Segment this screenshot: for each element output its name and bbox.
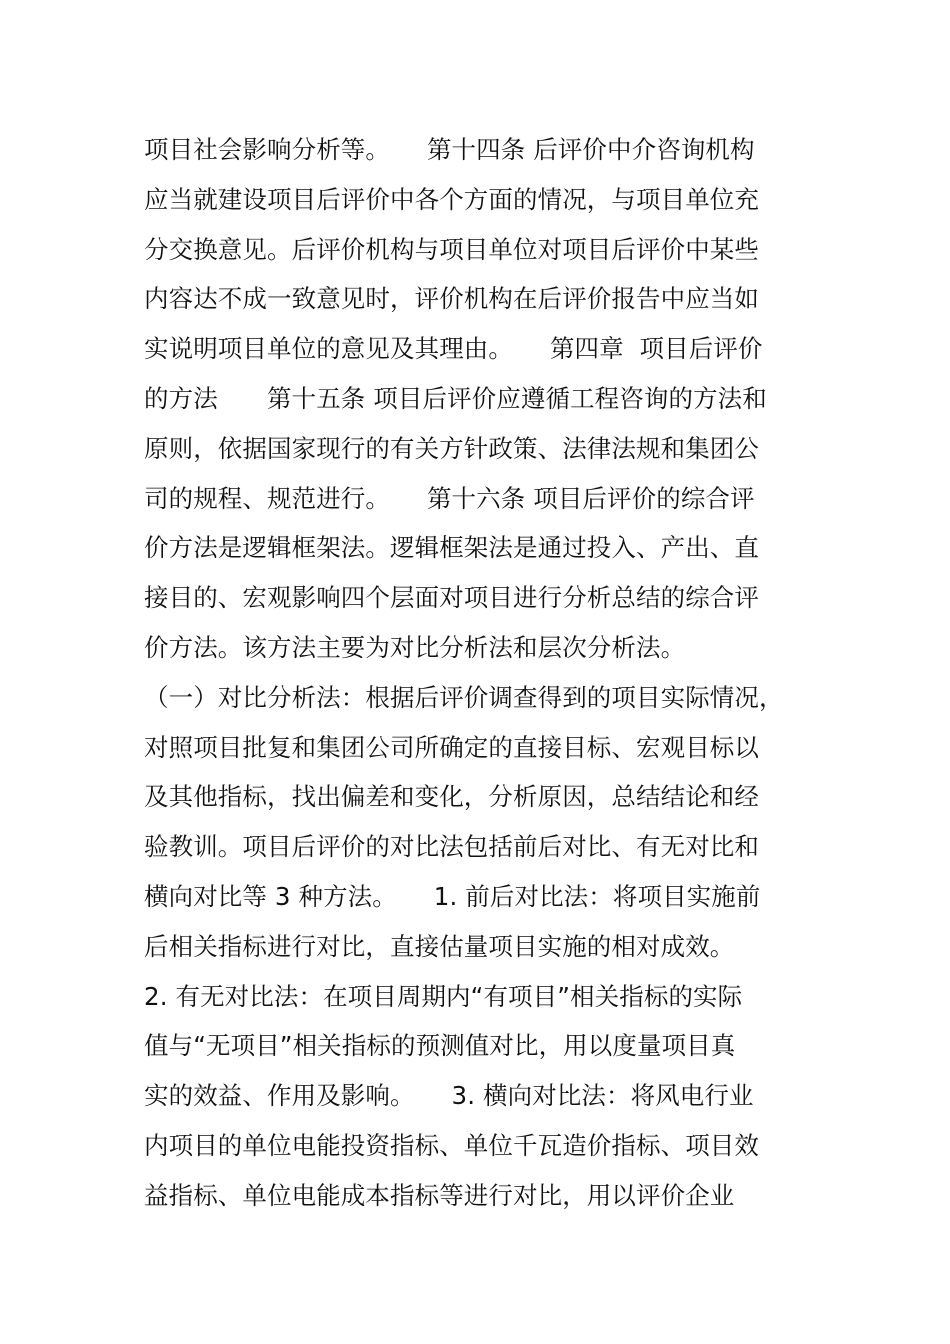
text-line: 项目社会影响分析等。 第十四条 后评价中介咨询机构 (144, 135, 755, 164)
text-line: 价方法是逻辑框架法。逻辑框架法是通过投入、产出、直 (144, 533, 759, 563)
text-line: 应当就建设项目后评价中各个方面的情况，与项目单位充 (144, 184, 759, 214)
text-line: 接目的、宏观影响四个层面对项目进行分析总结的综合评 (144, 583, 759, 613)
text-line: 后相关指标进行对比，直接估量项目实施的相对成效。 (144, 931, 735, 961)
text-line: 验教训。项目后评价的对比法包括前后对比、有无对比和 (144, 832, 759, 862)
body-text (144, 125, 814, 1221)
text-line: 内容达不成一致意见时，评价机构在后评价报告中应当如 (144, 284, 759, 314)
text-line: 及其他指标，找出偏差和变化，分析原因，总结结论和经 (144, 782, 759, 812)
text-line: 横向对比等 3 种方法。 1. 前后对比法：将项目实施前 (144, 881, 761, 911)
text-line: 内项目的单位电能投资指标、单位千瓦造价指标、项目效 (144, 1130, 759, 1160)
text-line: 益指标、单位电能成本指标等进行对比，用以评价企业 (144, 1180, 735, 1210)
text-line: 值与“无项目”相关指标的预测值对比，用以度量项目真 (144, 1031, 736, 1061)
text-line: 对照项目批复和集团公司所确定的直接目标、宏观目标以 (144, 732, 759, 762)
text-line: 分交换意见。后评价机构与项目单位对项目后评价中某些 (144, 234, 759, 264)
text-line: 的方法 第十五条 项目后评价应遵循工程咨询的方法和 (144, 383, 767, 413)
text-line: 2. 有无对比法：在项目周期内“有项目”相关指标的实际 (144, 981, 743, 1011)
text-line: 实说明项目单位的意见及其理由。 第四章 项目后评价 (144, 334, 763, 364)
text-line: 实的效益、作用及影响。 3. 横向对比法：将风电行业 (144, 1081, 754, 1111)
text-line: 原则，依据国家现行的有关方针政策、法律法规和集团公 (144, 433, 759, 463)
text-line: （一）对比分析法：根据后评价调查得到的项目实际情况， (144, 682, 784, 712)
text-line: 价方法。该方法主要为对比分析法和层次分析法。 (144, 632, 686, 662)
text-line: 司的规程、规范进行。 第十六条 项目后评价的综合评 (144, 483, 755, 513)
